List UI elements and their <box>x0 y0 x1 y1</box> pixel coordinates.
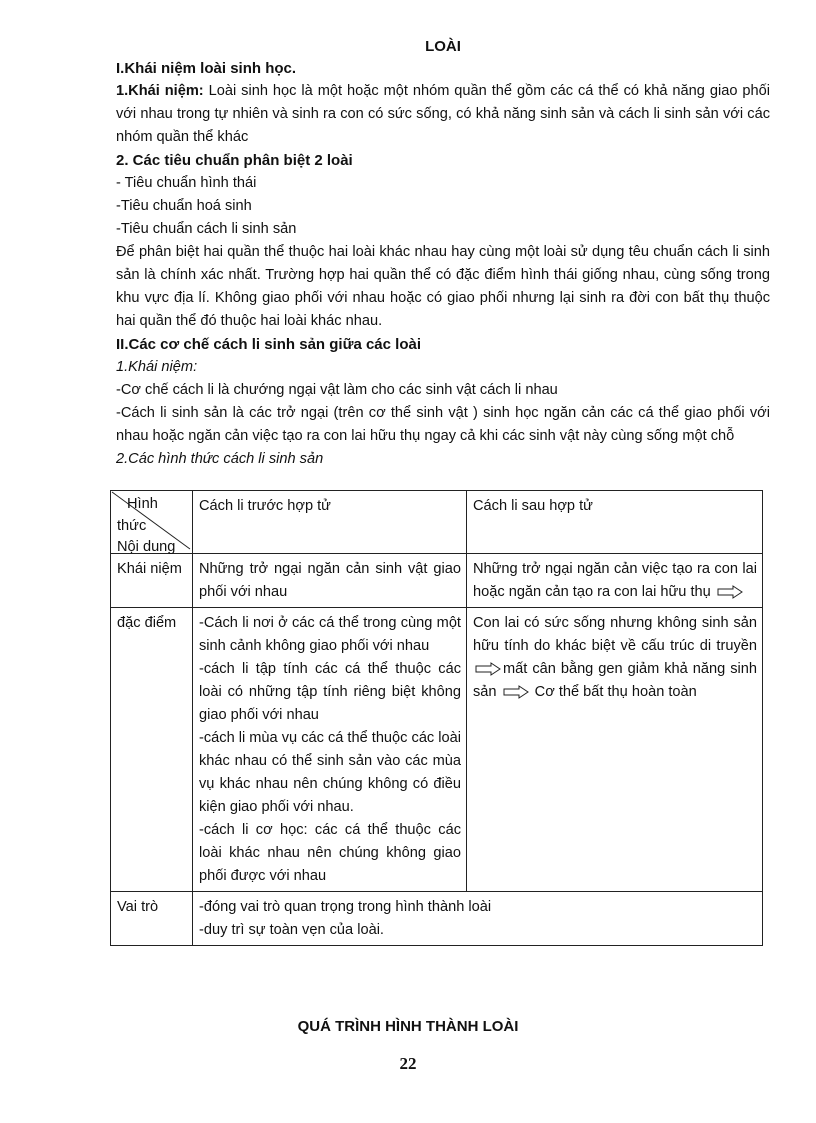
concept-paragraph <box>116 80 770 149</box>
section2-line: -Cách li sinh sản là các trở ngại (trên cơ thể sinh vật ) sinh học ngăn cản các cá thể giao phối với nhau hoặc ngăn cản việc tạo ra con lai hữu thụ ngay cả khi các sinh vật này cùng sống một chỗ <box>116 405 770 444</box>
criteria-item: - Tiêu chuẩn hình thái <box>116 175 257 191</box>
role-item: -duy trì sự toàn vẹn của loài. <box>199 922 384 938</box>
feature-item: -Cách li nơi ở các cá thể trong cùng một sinh cảnh không giao phối với nhau <box>199 615 461 654</box>
table-header-row <box>111 491 763 554</box>
cell-post-text: Những trở ngại ngăn cản việc tạo ra con lai hoặc ngăn cản tạo ra con lai hữu thụ <box>473 561 757 600</box>
row-label: đặc điểm <box>111 608 193 892</box>
table-row <box>111 892 763 946</box>
arrow-right-icon <box>717 585 743 599</box>
criteria-item: -Tiêu chuẩn hoá sinh <box>116 198 252 214</box>
corner-bottom-label: Nội dung <box>117 539 176 555</box>
col-header-post: Cách li sau hợp tử <box>467 491 763 554</box>
next-section-title: QUÁ TRÌNH HÌNH THÀNH LOÀI <box>297 1018 519 1035</box>
concept-text: Loài sinh học là một hoặc một nhóm quần thể gồm các cá thể có khả năng giao phối với nhau trong tự nhiên và sinh ra con có sức sống, có khả năng sinh sản và cách li sinh sản với các nhóm quần thể khác <box>116 83 770 145</box>
section1-heading: I.Khái niệm loài sinh học. <box>116 60 297 77</box>
feature-post-b: mất cân bằng gen giảm khả năng sinh sản <box>473 661 757 700</box>
cell-pre <box>193 608 467 892</box>
concept-label: 1.Khái niệm: <box>116 83 204 99</box>
document-page <box>116 38 770 471</box>
criteria-item: -Tiêu chuẩn cách li sinh sản <box>116 221 297 237</box>
arrow-right-icon <box>503 685 529 699</box>
criteria-heading: 2. Các tiêu chuẩn phân biệt 2 loài <box>116 152 353 169</box>
cell-post <box>467 608 763 892</box>
section2-line: -Cơ chế cách li là chướng ngại vật làm cho các sinh vật cách li nhau <box>116 382 558 398</box>
page-number: 22 <box>399 1054 417 1073</box>
criteria-paragraph: Để phân biệt hai quần thể thuộc hai loài khác nhau hay cùng một loài sử dụng têu chuẩn cách li sinh sản là chính xác nhất. Trường hợp hai quần thể có đặc điểm hình thái giống nhau, cùng sống trong khu vực địa lí. Không giao phối với nhau hoặc có giao phối nhưng lại sinh ra đời con bất thụ thuộc hai quần thể đó thuộc hai loài khác nhau. <box>116 244 770 329</box>
page-title: LOÀI <box>425 38 461 55</box>
section2-heading: II.Các cơ chế cách li sinh sản giữa các loài <box>116 336 421 353</box>
corner-middle-label: thức <box>117 518 147 534</box>
row-label: Khái niệm <box>111 554 193 608</box>
feature-item: -cách li cơ học: các cá thể thuộc các loài khác nhau nên chúng không giao phối được với nhau <box>199 822 461 884</box>
corner-top-label: Hình <box>127 496 158 512</box>
row-label: Vai trò <box>111 892 193 946</box>
cell-post <box>467 554 763 608</box>
cell-pre: Những trở ngại ngăn cản sinh vật giao phối với nhau <box>193 554 467 608</box>
section2-concept-label: 1.Khái niệm: <box>116 359 198 375</box>
feature-post-a: Con lai có sức sống nhưng không sinh sản hữu tính do khác biệt về cấu trúc di truyền <box>473 615 757 654</box>
feature-post-c: Cơ thể bất thụ hoàn toàn <box>534 684 697 700</box>
table-row <box>111 554 763 608</box>
col-header-pre: Cách li trước hợp tử <box>193 491 467 554</box>
role-item: -đóng vai trò quan trọng trong hình thành loài <box>199 899 492 915</box>
table-row <box>111 608 763 892</box>
isolation-table <box>110 490 763 946</box>
arrow-right-icon <box>475 662 501 676</box>
cell-role <box>193 892 763 946</box>
corner-cell <box>111 491 193 554</box>
feature-item: -cách li tập tính các cá thể thuộc các loài có những tập tính riêng biệt không giao phối với nhau <box>199 661 461 723</box>
forms-label: 2.Các hình thức cách li sinh sản <box>116 451 324 467</box>
feature-item: -cách li mùa vụ các cá thể thuộc các loài khác nhau có thể sinh sản vào các mùa vụ khác nhau nên chúng không có điều kiện giao phối với nhau. <box>199 730 462 815</box>
